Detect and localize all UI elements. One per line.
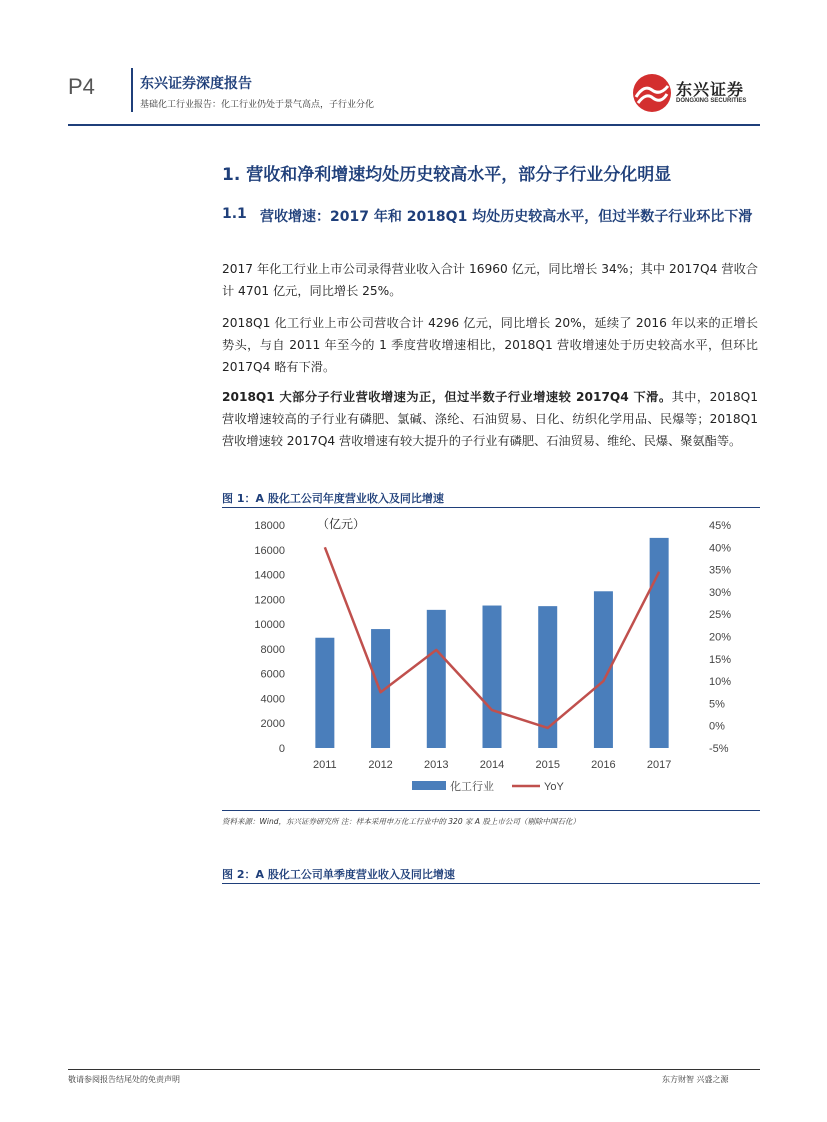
y-right-tick-label: 10% <box>709 676 732 689</box>
x-tick-label: 2016 <box>591 759 616 771</box>
x-tick-label: 2012 <box>368 759 393 771</box>
subsection-number: 1.1 <box>222 206 247 222</box>
bar-2011 <box>315 638 334 748</box>
header-rule <box>68 124 760 126</box>
y-left-unit-label: （亿元） <box>317 517 366 531</box>
y-left-tick-label: 2000 <box>260 718 285 731</box>
y-right-tick-label: 30% <box>709 586 732 599</box>
revenue-yoy-chart <box>222 510 760 808</box>
y-right-tick-label: 0% <box>709 720 725 733</box>
x-tick-label: 2014 <box>479 759 505 771</box>
x-tick-label: 2017 <box>646 759 672 771</box>
dongxing-logo-icon <box>630 72 674 114</box>
legend-line-label: YoY <box>544 781 564 793</box>
figure2-caption: 图 2：A 股化工公司单季度营业收入及同比增速 <box>222 868 455 881</box>
figure1-top-rule <box>222 507 760 508</box>
paragraph-2: 2018Q1 化工行业上市公司营收合计 4296 亿元，同比增长 20%，延续了 2016 年以来的正增长势头，与自 2011 年至今的 1 季度营收增速相比，2018Q1 营收增速处于历史较高水平，但环比 2017Q4 略有下滑。 <box>222 316 758 374</box>
y-left-tick-label: 6000 <box>260 668 285 681</box>
footer-slogan: 东方财智 兴盛之源 <box>662 1075 729 1084</box>
y-right-tick-label: 40% <box>709 542 732 555</box>
y-left-tick-label: 0 <box>278 743 285 755</box>
y-left-tick-label: 8000 <box>260 643 285 656</box>
y-left-tick-label: 14000 <box>254 569 285 582</box>
paragraph-3 <box>222 386 758 452</box>
subsection-heading: 营收增速：2017 年和 2018Q1 均处历史较高水平，但过半数子行业环比下滑 <box>260 209 753 225</box>
y-right-tick-label: 35% <box>709 564 732 577</box>
y-right-tick-label: 5% <box>709 698 725 711</box>
y-left-tick-label: 4000 <box>260 693 285 706</box>
page-number: P4 <box>68 74 95 99</box>
y-left-tick-label: 12000 <box>254 594 285 607</box>
y-right-tick-label: 25% <box>709 609 732 622</box>
paragraph-1: 2017 年化工行业上市公司录得营业收入合计 16960 亿元，同比增长 34%；其中 2017Q4 营收合计 4701 亿元，同比增长 25%。 <box>222 262 758 298</box>
y-left-tick-label: 16000 <box>254 544 285 557</box>
legend-bar-label: 化工行业 <box>450 781 494 793</box>
bar-2017 <box>650 538 669 748</box>
y-left-tick-label: 10000 <box>254 619 285 632</box>
report-subtitle: 基础化工行业报告：化工行业仍处于景气高点，子行业分化 <box>140 100 375 110</box>
x-tick-label: 2011 <box>313 759 337 771</box>
x-tick-label: 2015 <box>535 759 560 771</box>
figure1-source: 资料来源：Wind，东兴证券研究所 注：样本采用申万化工行业中的 320 家 A 股上市公司（剔除中国石化） <box>222 817 580 826</box>
bar-2014 <box>483 606 502 748</box>
section-heading: 1. 营收和净利增速均处历史较高水平，部分子行业分化明显 <box>222 165 672 185</box>
bar-2013 <box>427 610 446 748</box>
y-right-tick-label: 15% <box>709 653 732 666</box>
figure2-top-rule <box>222 883 760 884</box>
y-right-tick-label: -5% <box>709 743 729 755</box>
y-right-tick-label: 20% <box>709 631 732 644</box>
y-left-tick-label: 18000 <box>254 520 285 532</box>
paragraph-3-bold: 2018Q1 大部分子行业营收增速为正，但过半数子行业增速较 2017Q4 下滑。 <box>222 390 672 404</box>
paragraph-3-text: 其中，2018Q1 营收增速较高的子行业有磷肥、氯碱、涤纶、石油贸易、日化、纺织化学用品、民爆等；2018Q1 营收增速较 2017Q4 营收增速有较大提升的子行业有磷肥、石油贸易、维纶、民爆、聚氨酯等。 <box>222 390 758 448</box>
figure1-caption: 图 1：A 股化工公司年度营业收入及同比增速 <box>222 492 444 505</box>
y-right-tick-label: 45% <box>709 520 732 532</box>
logo-name: 东兴证券 <box>676 80 745 99</box>
header-divider <box>131 68 133 112</box>
figure1-bottom-rule <box>222 810 760 811</box>
footer-rule <box>68 1069 760 1070</box>
footer-disclaimer: 敬请参阅报告结尾处的免责声明 <box>68 1075 180 1084</box>
logo-name-en: DONGXING SECURITIES <box>676 98 747 104</box>
x-tick-label: 2013 <box>424 759 449 771</box>
legend-bar-swatch <box>412 781 446 790</box>
report-title: 东兴证券深度报告 <box>140 76 252 92</box>
